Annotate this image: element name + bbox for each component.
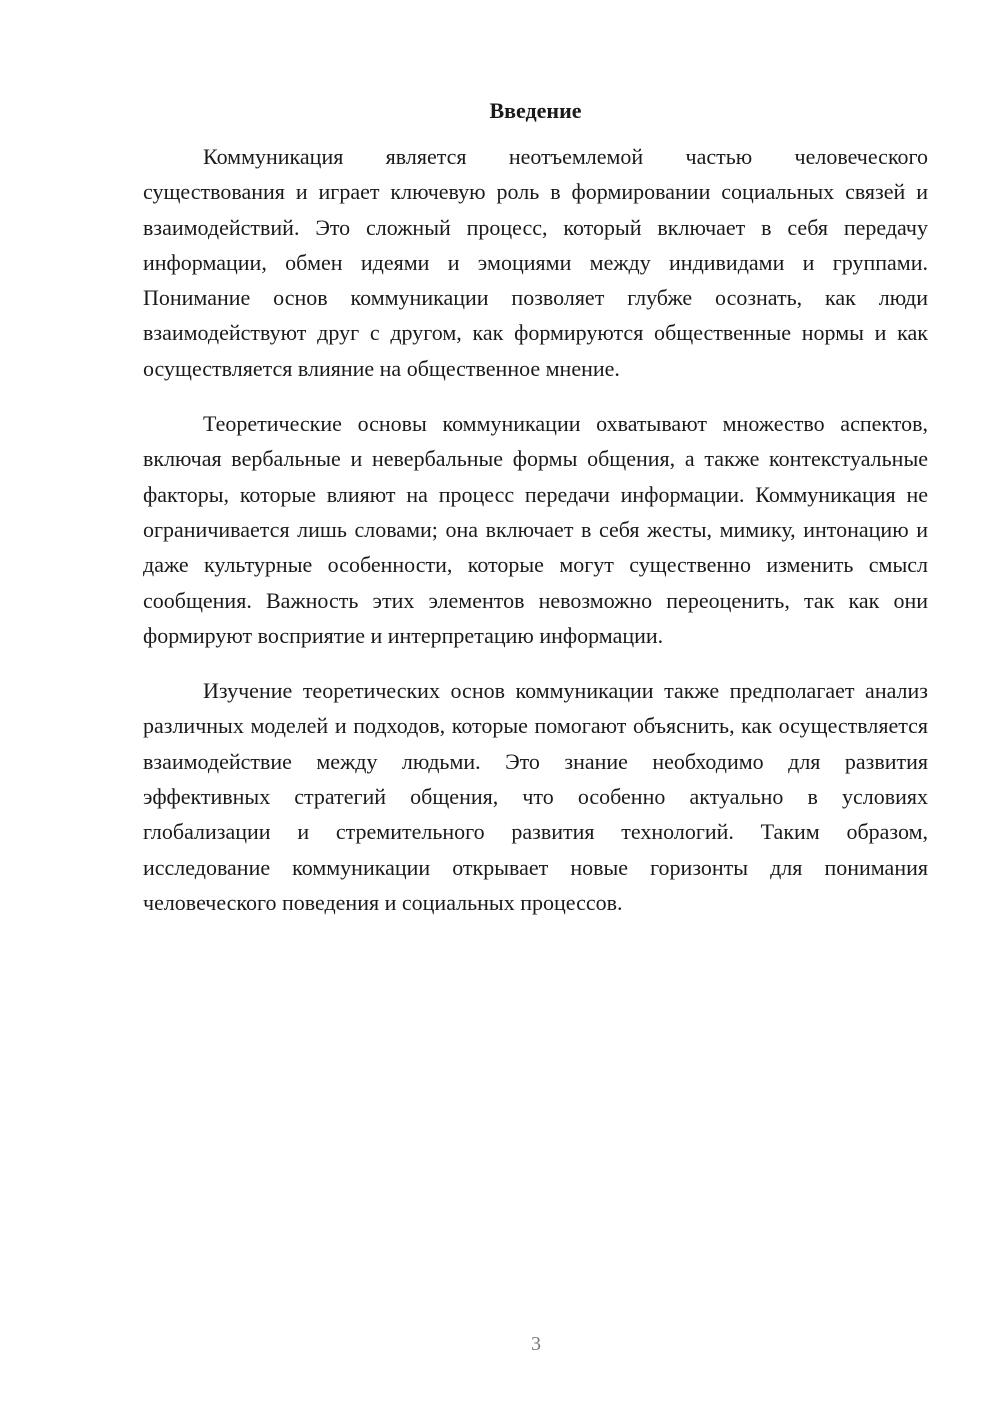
page-title: Введение — [489, 98, 582, 123]
page-number: 3 — [531, 1333, 541, 1355]
paragraph-3: Изучение теоретических основ коммуникации также предполагает анализ различных моделей и подходов, которые помогают объяснить, как осуществляется взаимодействие между людьми. Это знание необходимо для развития эффективных стратегий общения, что особенно актуально в условиях глобализации и стремительного развития технологий. Таким образом, исследование коммуникации открывает новые горизонты для понимания человеческого поведения и социальных процессов. — [143, 678, 928, 915]
paragraph-2: Теоретические основы коммуникации охватывают множество аспектов, включая вербальные и невербальные формы общения, а также контекстуальные факторы, которые влияют на процесс передачи информации. Коммуникация не ограничивается лишь словами; она включает в себя жесты, мимику, интонацию и даже культурные особенности, которые могут существенно изменить смысл сообщения. Важность этих элементов невозможно переоценить, так как они формируют восприятие и интерпретацию информации. — [143, 411, 928, 648]
document-body — [143, 96, 928, 920]
paragraph-1: Коммуникация является неотъемлемой частью человеческого существования и играет ключевую роль в формировании социальных связей и взаимодействий. Это сложный процесс, который включает в себя передачу информации, обмен идеями и эмоциями между индивидами и группами. Понимание основ коммуникации позволяет глубже осознать, как люди взаимодействуют друг с другом, как формируются общественные нормы и как осуществляется влияние на общественное мнение. — [143, 144, 928, 381]
